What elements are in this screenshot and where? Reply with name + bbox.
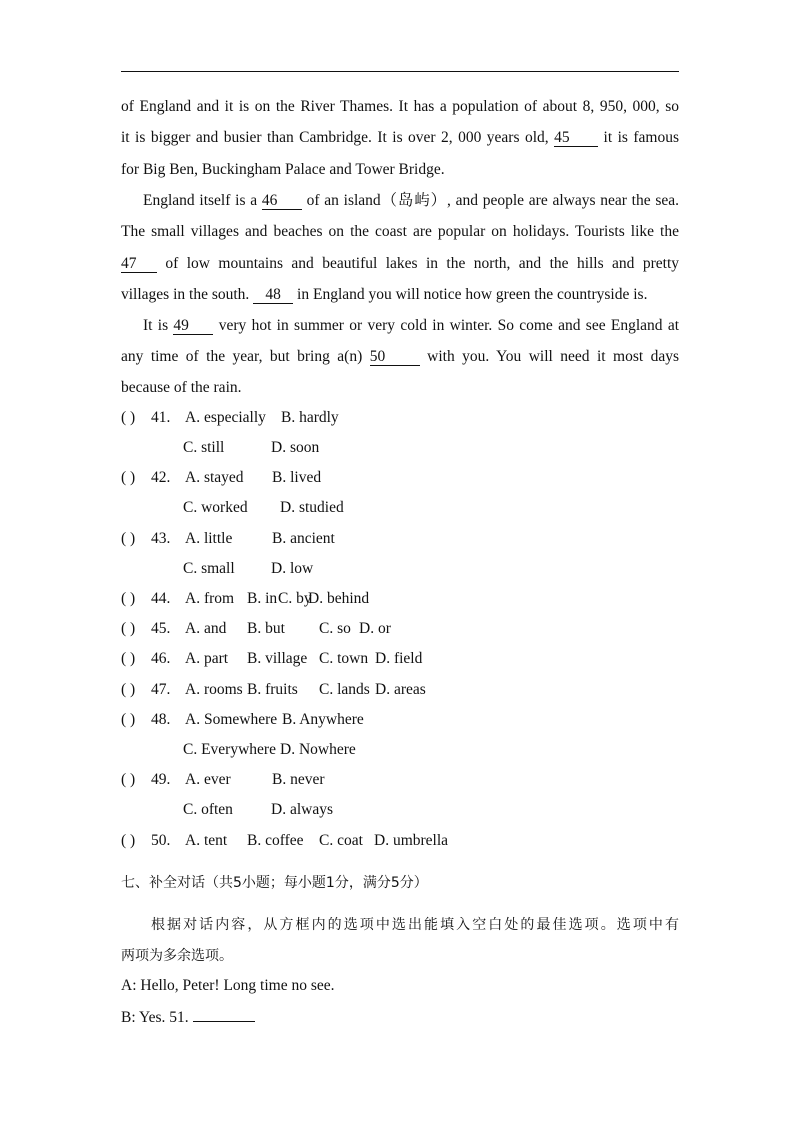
section-note: （共5小题；每小题1分，满分5分） — [205, 875, 428, 891]
blank-45[interactable]: 45 — [554, 129, 598, 147]
option-d[interactable]: D. studied — [280, 499, 344, 516]
option-b[interactable]: B. coffee — [247, 832, 304, 849]
dialogue-a: A: Hello, Peter! Long time no see. — [121, 977, 335, 994]
header-rule — [121, 71, 679, 72]
blank-49[interactable]: 49 — [173, 317, 213, 335]
option-a[interactable]: A. little — [185, 530, 233, 547]
option-c[interactable]: C. lands — [319, 681, 370, 698]
option-b[interactable]: B. village — [247, 650, 308, 667]
answer-paren[interactable]: ( ) — [121, 832, 136, 849]
option-b[interactable]: B. never — [272, 771, 325, 788]
option-b[interactable]: B. fruits — [247, 681, 298, 698]
answer-paren[interactable]: ( ) — [121, 681, 136, 698]
answer-paren[interactable]: ( ) — [121, 711, 136, 728]
option-d[interactable]: D. or — [359, 620, 391, 637]
option-b[interactable]: B. Anywhere — [282, 711, 364, 728]
option-a[interactable]: A. and — [185, 620, 227, 637]
section-title: 七、补全对话 — [121, 875, 205, 891]
option-c[interactable]: C. coat — [319, 832, 363, 849]
answer-paren[interactable]: ( ) — [121, 620, 136, 637]
question-47: ( ) 47. A. rooms B. fruits C. lands D. areas — [121, 681, 426, 698]
answer-paren[interactable]: ( ) — [121, 771, 136, 788]
option-d[interactable]: D. behind — [308, 590, 370, 607]
question-48-cd — [183, 740, 356, 760]
passage-line: it is bigger and busier than Cambridge. It is over 2, 000 years old, 45 it is famous — [121, 129, 680, 146]
option-a[interactable]: A. ever — [185, 771, 231, 788]
option-a[interactable]: A. from — [185, 590, 235, 607]
question-49-cd — [183, 800, 333, 820]
answer-paren[interactable]: ( ) — [121, 409, 136, 426]
option-b[interactable]: B. lived — [272, 469, 322, 486]
passage-line: 47 of low mountains and beautiful lakes in the north, and the hills and pretty — [121, 255, 680, 272]
option-c[interactable]: C. still — [183, 439, 225, 456]
option-b[interactable]: B. in — [247, 590, 278, 607]
passage-line: It is 49 very hot in summer or very cold in winter. So come and see England at — [143, 317, 680, 334]
answer-paren[interactable]: ( ) — [121, 590, 136, 607]
option-c[interactable]: C. by — [278, 590, 312, 607]
option-c[interactable]: C. small — [183, 560, 235, 577]
option-a[interactable]: A. tent — [185, 832, 228, 849]
option-a[interactable]: A. rooms — [185, 681, 243, 698]
question-43-cd — [183, 559, 313, 579]
blank-51[interactable] — [193, 1007, 255, 1022]
option-c[interactable]: C. so — [319, 620, 351, 637]
option-d[interactable]: D. soon — [271, 439, 320, 456]
instruction-line: 两项为多余选项。 — [121, 948, 233, 964]
option-a[interactable]: A. especially — [185, 409, 266, 426]
option-a[interactable]: A. Somewhere — [185, 711, 278, 728]
instruction-line: 根据对话内容，从方框内的选项中选出能填入空白处的最佳选项。选项中有 — [151, 917, 679, 933]
option-d[interactable]: D. Nowhere — [280, 741, 356, 758]
question-48: ( ) 48. A. Somewhere B. Anywhere — [121, 711, 364, 728]
blank-47[interactable]: 47 — [121, 255, 157, 273]
option-b[interactable]: B. ancient — [272, 530, 335, 547]
option-d[interactable]: D. field — [375, 650, 423, 667]
question-46: ( ) 46. A. part B. village C. town D. field — [121, 650, 423, 667]
question-41: ( ) 41. A. especially B. hardly — [121, 409, 339, 426]
answer-paren[interactable]: ( ) — [121, 530, 136, 547]
option-c[interactable]: C. often — [183, 801, 233, 818]
section-heading — [121, 873, 679, 893]
blank-46[interactable]: 46 — [262, 192, 302, 210]
option-a[interactable]: A. part — [185, 650, 229, 667]
option-b[interactable]: B. but — [247, 620, 285, 637]
question-49: ( ) 49. A. ever B. never — [121, 771, 325, 788]
question-50: ( ) 50. A. tent B. coffee C. coat D. umbrella — [121, 832, 449, 849]
option-a[interactable]: A. stayed — [185, 469, 244, 486]
passage-line: The small villages and beaches on the coast are popular on holidays. Tourists like the — [121, 223, 679, 240]
question-42: ( ) 42. A. stayed B. lived — [121, 469, 322, 486]
passage-line: of England and it is on the River Thames. It has a population of about 8, 950, 000, so — [121, 98, 679, 115]
question-45: ( ) 45. A. and B. but C. so D. or — [121, 620, 391, 637]
option-d[interactable]: D. areas — [375, 681, 426, 698]
option-b[interactable]: B. hardly — [281, 409, 339, 426]
option-d[interactable]: D. always — [271, 801, 333, 818]
answer-paren[interactable]: ( ) — [121, 469, 136, 486]
option-d[interactable]: D. low — [271, 560, 314, 577]
question-42-cd — [183, 498, 344, 518]
option-c[interactable]: C. worked — [183, 499, 248, 516]
option-c[interactable]: C. town — [319, 650, 369, 667]
question-44: ( ) 44. A. from B. inC. byD. behind — [121, 590, 370, 607]
option-c[interactable]: C. Everywhere — [183, 741, 276, 758]
dialogue-b: B: Yes. 51. — [121, 1007, 679, 1028]
passage-line: England itself is a 46 of an island（岛屿）, and people are always near the sea. — [143, 192, 680, 209]
passage-line: any time of the year, but bring a(n) 50 with you. You will need it most days — [121, 348, 680, 365]
option-d[interactable]: D. umbrella — [374, 832, 449, 849]
passage-line: because of the rain. — [121, 379, 242, 396]
passage-line: for Big Ben, Buckingham Palace and Tower Bridge. — [121, 161, 445, 178]
answer-paren[interactable]: ( ) — [121, 650, 136, 667]
blank-48[interactable]: 48 — [253, 286, 293, 304]
passage-line: villages in the south. 48 in England you will notice how green the countryside is. — [121, 286, 648, 303]
blank-50[interactable]: 50 — [370, 348, 420, 366]
question-43: ( ) 43. A. little B. ancient — [121, 530, 335, 547]
question-41-cd — [183, 438, 319, 458]
